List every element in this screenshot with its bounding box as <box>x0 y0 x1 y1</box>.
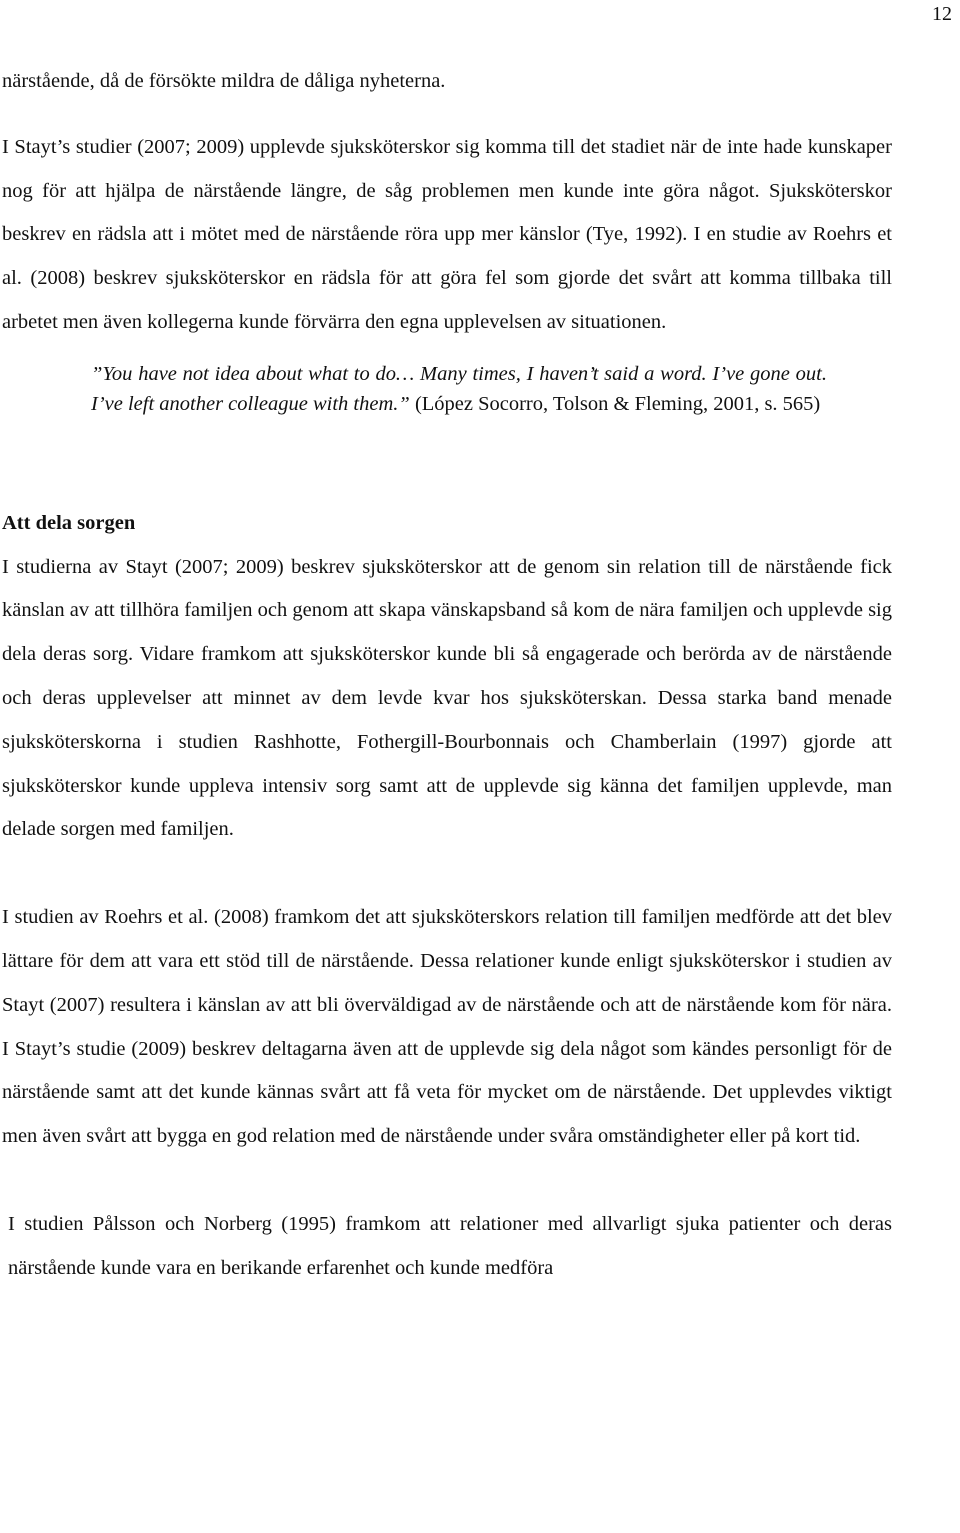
quote-text: ”You have not idea about what to do… Many times, I haven’t said a word. I’ve gone out. I’ve left another colleague with them.” <box>91 362 827 416</box>
page-number: 12 <box>932 3 952 25</box>
block-quote <box>91 359 827 420</box>
quote-citation: (López Socorro, Tolson & Fleming, 2001, s. 565) <box>409 393 821 416</box>
section-heading: Att dela sorgen <box>2 511 136 534</box>
paragraph-sharing-grief: I studierna av Stayt (2007; 2009) beskrev sjuksköterskor att de genom sin relation till de närstående fick känslan av att tillhöra familjen och genom att skapa vänskapsband så kom de nära familjen och upplevde sig dela deras sorg. Vidare framkom att sjuksköterskor kunde bli så engagerade och berörda av de närstående och deras upplevelser att minnet av dem levde kvar hos sjuksköterskan. Dessa starka band menade sjuksköterskorna i studien Rashhotte, Fothergill-Bourbonnais och Chamberlain (1997) gjorde att sjuksköterskor kunde uppleva intensiv sorg samt att de upplevde sig känna det familjen upplevde, man delade sorgen med familjen. <box>2 555 892 841</box>
document-body <box>2 60 892 1291</box>
paragraph-roehrs-relations: I studien av Roehrs et al. (2008) framkom det att sjuksköterskors relation till familjen medförde att det blev lättare för dem att vara ett stöd till de närstående. Dessa relationer kunde enligt sjuksköterskor i studien av Stayt (2007) resultera i känslan av att bli överväldigad av de närstående och att de närstående kom för nära. I Stayt’s studie (2009) beskrev deltagarna även att de upplevde sig dela något som kändes personligt för de närstående samt att det kunde kännas svårt att få veta för mycket om de närstående. Det upplevdes viktigt men även svårt att bygga en god relation med de närstående under svåra omständigheter eller på kort tid. <box>2 906 892 1148</box>
paragraph-palsson-norberg: I studien Pålsson och Norberg (1995) framkom att relationer med allvarligt sjuka patienter och deras närstående kunde vara en berikande erfarenhet och kunde medföra <box>8 1212 892 1279</box>
paragraph-continuation: närstående, då de försökte mildra de dåliga nyheterna. <box>2 70 446 92</box>
paragraph-stayt-studies: I Stayt’s studier (2007; 2009) upplevde sjuksköterskor sig komma till det stadiet när de inte hade kunskaper nog för att hjälpa de närstående längre, de såg problemen men kunde inte göra något. Sjuksköterskor beskrev en rädsla att i mötet med de närstående röra upp mer känslor (Tye, 1992). I en studie av Roehrs et al. (2008) beskrev sjuksköterskor en rädsla för att göra fel som gjorde det svårt att komma tillbaka till arbetet men även kollegerna kunde förvärra den egna upplevelsen av situationen. <box>2 135 892 333</box>
